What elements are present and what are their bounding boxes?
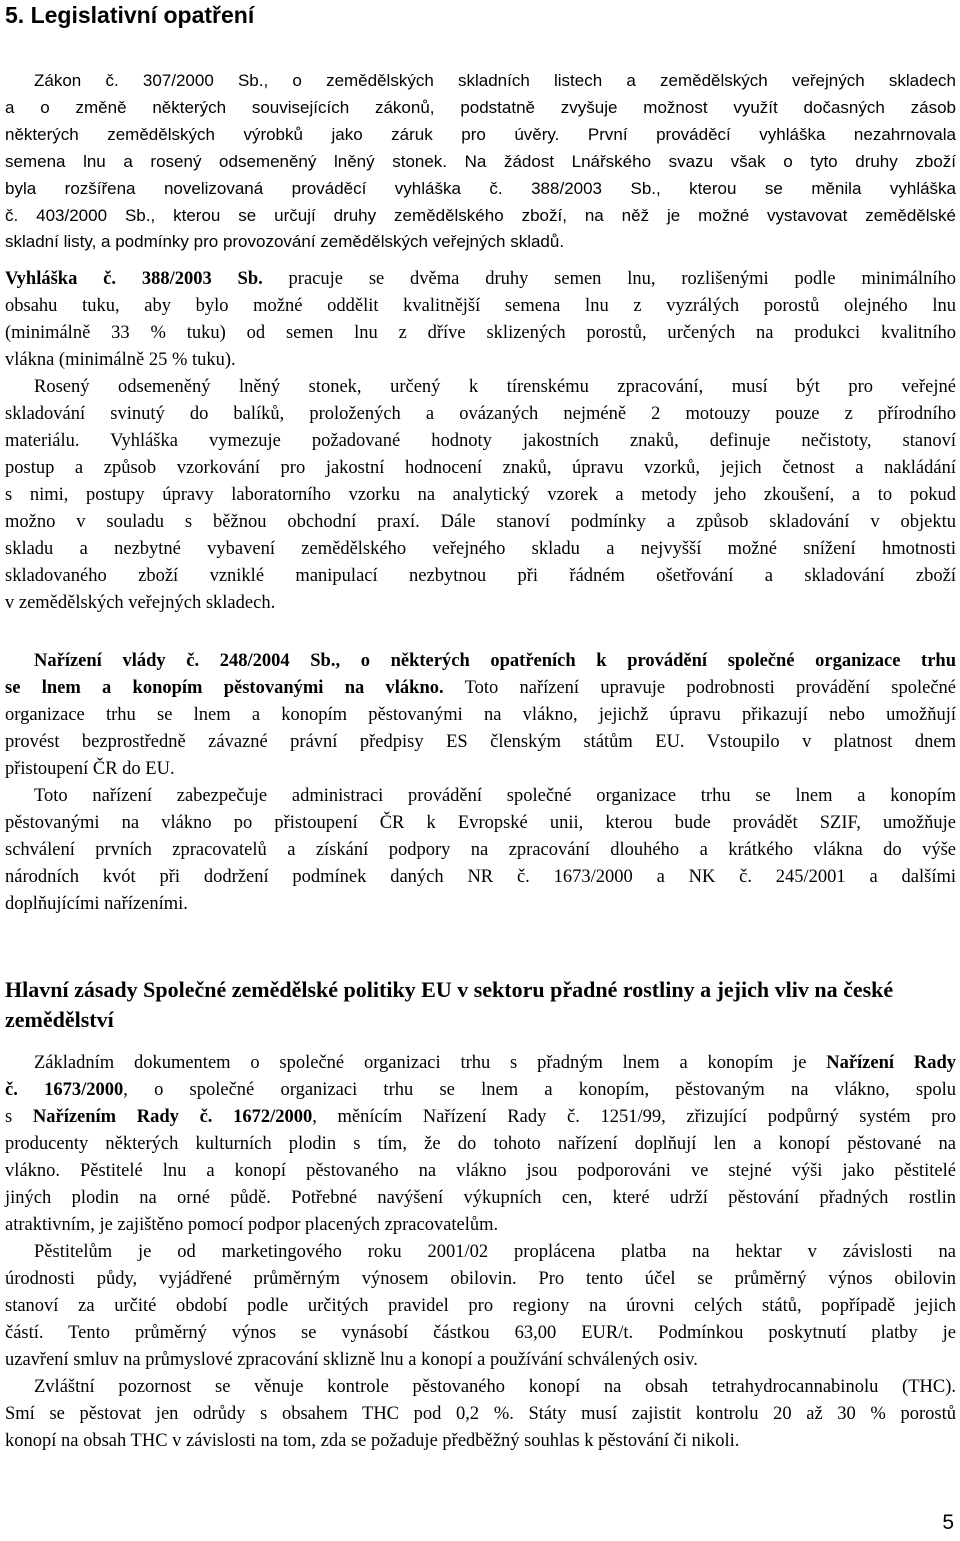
subsection-heading: Hlavní zásady Společné zemědělské politiky EU v sektoru přadné rostliny a jejich vliv na české zemědělství — [5, 977, 894, 1032]
zakon-paragraph: Zákon č. 307/2000 Sb., o zemědělských skladních listech a zemědělských veřejných skladech a o změně některých souvisejících zákonů, podstatně zvyšuje možnost využít dočasných zásob některých zemědělských výrobků jako záruk pro úvěry. První prováděcí vyhláška nezahrnovala semena lnu a rosený odsemeněný lněný stonek. Na žádost Lnářského svazu však o tyto druhy zboží byla rozšířena novelizovaná prováděcí vyhláška č. 388/2003 Sb., kterou se měnila vyhláška č. 403/2000 Sb., kterou se určují druhy zemědělského zboží, na něž je možné vystavovat zemědělské skladní listy, a podmínky pro provozování zemědělských veřejných skladů. — [5, 71, 956, 252]
page-number: 5 — [942, 1511, 954, 1534]
zasady-paragraphs: Základním dokumentem o společné organizaci trhu s přadným lnem a konopím je Nařízení Rady č. 1673/2000, o společné organizaci trhu se lnem a konopím, pěstovaným na vlákno, spolu s Nařízením Rady č. 1672/2000, měnícím Nařízení Rady č. 1251/99, zřizující podpůrný systém pro producenty některých kulturních plodin s tím, že do tohoto nařízení doplňují len a konopí pěstované na vlákno. Pěstitelé lnu a konopí pěstovaného na vlákno jsou podporováni ve stejné výši jako pěstitelé jiných plodin na orné půdě. Potřebné navýšení výkupních cen, které udrží pěstování přadných rostlin atraktivním, je zajištěno pomocí podpor placených zpracovatelům. Pěstitelům je od marketingového roku 2001/02 proplácena platba na hektar v závislosti na úrodnosti půdy, vyjádřené průměrným výnosem obilovin. Pro tento účel se průměrný výnos obilovin stanoví za určité období podle určitých pravidel pro regiony na úrovni celých států, popřípadě jejich částí. Tento průměrný výnos se vynásobí částkou 63,00 EUR/t. Podmínkou poskytnutí platby je uzavření smluv na průmyslové zpracování sklizně lnu a konopí a používání schválených osiv. Zvláštní pozornost se věnuje kontrole pěstovaného konopí na obsah tetrahydrocannabinolu (THC). Smí se pěstovat jen odrůdy s obsahem THC pod 0,2 %. Státy musí zajistit kontrolu 20 až 30 % porostů konopí na obsah THC v závislosti na tom, zda se požaduje předběžný souhlas k pěstování či nikoli. — [5, 1053, 957, 1451]
section-heading: 5. Legislativní opatření — [5, 2, 255, 28]
vyhlaska-paragraph: Vyhláška č. 388/2003 Sb. pracuje se dvěma druhy semen lnu, rozlišenými podle minimálního obsahu tuku, aby bylo možné oddělit kvalitnější semena lnu z vyzrálých porostů olejného lnu (minimálně 33 % tuku) od semen lnu z dříve sklizených porostů, určených na produkci kvalitního vlákna (minimálně 25 % tuku). Rosený odsemeněný lněný stonek, určený k tírenskému zpracování, musí být pro veřejné skladování svinutý do balíků, proložených a ovázaných nejméně 2 motouzy pouze z přírodního materiálu. Vyhláška vymezuje požadované hodnoty jakostních znaků, definuje nečistoty, stanoví postup a způsob vzorkování pro jakostní hodnocení znaků, úpravu vzorků, jejich četnost a nakládání s nimi, postupy úpravy laboratorního vzorku na analytický vzorek a metody jeho zkoušení, a to pokud možno v souladu s běžnou obchodní praxí. Dále stanoví podmínky a způsob skladování v objektu skladu a nezbytné vybavení zemědělského veřejného skladu a nejvyšší možné snížení hmotnosti skladovaného zboží vzniklé manipulací nezbytnou při řádném ošetřování a skladování zboží v zemědělských veřejných skladech. — [5, 269, 956, 613]
narizeni-paragraph: Nařízení vlády č. 248/2004 Sb., o některých opatřeních k provádění společné organizace trhu se lnem a konopím pěstovanými na vlákno. Toto nařízení upravuje podrobnosti provádění společné organizace trhu se lnem a konopím pěstovanými na vlákno, jejichž úpravu přikazují nebo umožňují provést bezprostředně závazné právní předpisy ES členským státům EU. Vstoupilo v platnost dnem přistoupení ČR do EU. Toto nařízení zabezpečuje administraci provádění společné organizace trhu se lnem a konopím pěstovanými na vlákno po přistoupení ČR k Evropské unii, kterou bude provádět SZIF, umožňuje schválení prvních zpracovatelů a získání podpory na zpracování dlouhého a krátkého vlákna do výše národních kvót při dodržení podmínek daných NR č. 1673/2000 a NK č. 245/2001 a dalšími doplňujícími nařízeními. — [5, 651, 956, 914]
